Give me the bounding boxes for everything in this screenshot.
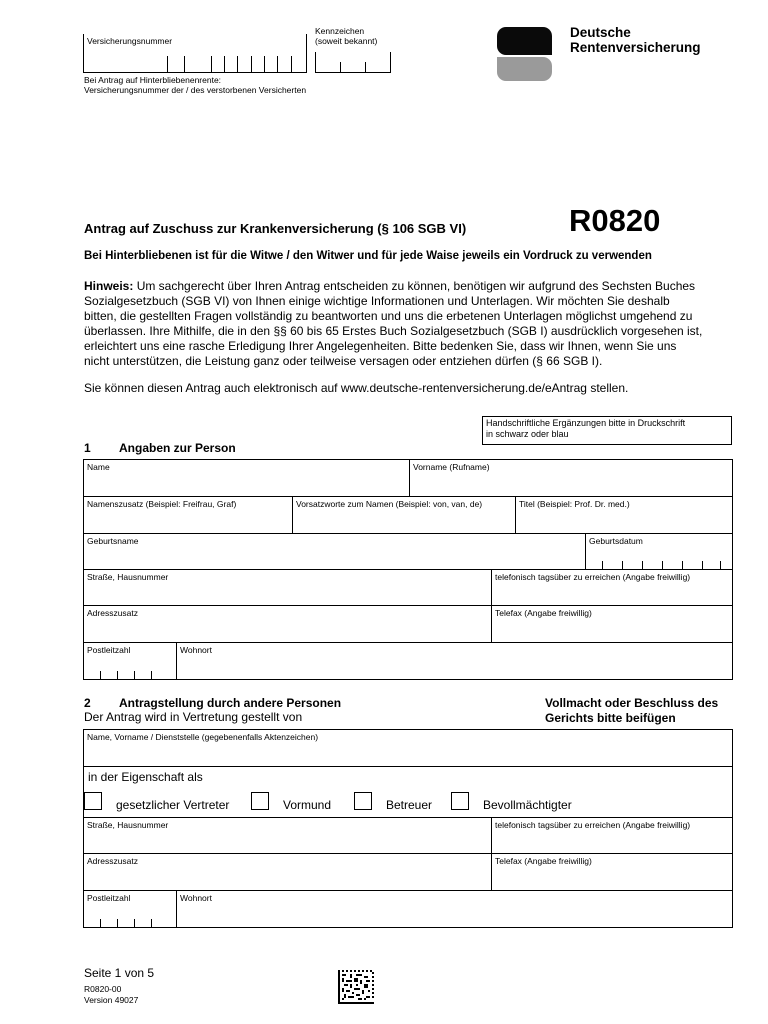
hinterbliebene-note-line1: Bei Antrag auf Hinterbliebenenrente: [84,75,222,85]
adresszusatz-field[interactable] [83,605,492,643]
note-box-line2: in schwarz oder blau [486,429,569,439]
vertreter-postleitzahl-field[interactable] [83,890,177,928]
telefax-field[interactable] [491,605,733,643]
telefax-label: Telefax (Angabe freiwillig) [495,608,592,618]
bevollmaechtigter-checkbox[interactable] [451,792,469,810]
vertreter-telefon-label: telefonisch tagsüber zu erreichen (Angabe freiwillig) [495,820,691,830]
vorname-field[interactable] [409,459,733,497]
logo-mark-top [497,27,552,55]
form-code: R0820 [569,203,661,238]
titel-label: Titel (Beispiel: Prof. Dr. med.) [519,499,630,509]
name-label: Name [87,462,110,472]
eigenschaft-group [83,766,733,818]
vertreter-strasse-label: Straße, Hausnummer [87,820,169,830]
hinweis-line4: überlassen. Ihre Mithilfe, die in den §§ 60 bis 65 Erstes Buch Sozialgesetzbuch (SGB I) ausdrücklich vorgesehen ist, [84,324,703,338]
betreuer-label: Betreuer [386,798,433,812]
vertreter-telefax-field[interactable] [491,853,733,891]
section2-note-line2: Gerichts bitte beifügen [545,711,676,725]
telefon-label: telefonisch tagsüber zu erreichen (Angabe freiwillig) [495,572,691,582]
vertreter-telefax-label: Telefax (Angabe freiwillig) [495,856,592,866]
hinterbliebene-note [84,75,306,95]
hinweis-label: Hinweis: [84,279,134,293]
drv-logo [497,27,712,83]
namenszusatz-label: Namenszusatz (Beispiel: Freifrau, Graf) [87,499,237,509]
telefon-field[interactable] [491,569,733,606]
vertreter-name-field[interactable] [83,729,733,767]
form-id: R0820-00 [84,984,122,994]
vertreter-wohnort-label: Wohnort [180,893,212,903]
kennzeichen-label [315,26,377,46]
logo-text-line1: Deutsche [570,25,631,40]
wohnort-label: Wohnort [180,645,212,655]
adresszusatz-label: Adresszusatz [87,608,139,618]
section2-title: Antragstellung durch andere Personen [119,696,342,710]
logo-text-line2: Rentenversicherung [570,40,701,55]
section2-note [545,696,718,726]
vertreter-postleitzahl-label: Postleitzahl [87,893,131,903]
section2-subtitle: Der Antrag wird in Vertretung gestellt von [84,710,303,724]
form-title: Antrag auf Zuschuss zur Krankenversicherung (§ 106 SGB VI) [84,221,467,236]
vertreter-telefon-field[interactable] [491,817,733,854]
section2-number: 2 [84,696,91,710]
geburtsdatum-field[interactable] [585,533,733,570]
vormund-checkbox[interactable] [251,792,269,810]
section1-number: 1 [84,441,91,455]
hinweis-line5: erleichtert uns eine rasche Erledigung Ihrer Angelegenheiten. Bitte bedenken Sie, dass wir Ihnen, wenn Sie uns [84,339,677,353]
form-version: Version 49027 [84,995,139,1005]
vormund-label: Vormund [283,798,332,812]
geburtsdatum-label: Geburtsdatum [589,536,643,546]
vertreter-adresszusatz-label: Adresszusatz [87,856,139,866]
section2-note-line1: Vollmacht oder Beschluss des [545,696,719,710]
bevollmaechtigter-label: Bevollmächtigter [483,798,572,812]
kennzeichen-label-line1: Kennzeichen [315,26,365,36]
page-number: Seite 1 von 5 [84,966,155,980]
eigenschaft-label: in der Eigenschaft als [88,770,203,784]
datamatrix-code [338,970,374,1004]
vorname-label: Vorname (Rufname) [413,462,490,472]
electronic-note: Sie können diesen Antrag auch elektronisch auf www.deutsche-rentenversicherung.de/eAntrag stellen. [84,381,629,395]
hinweis-line6: nicht unterstützen, die Leistung ganz oder teilweise versagen oder entziehen dürfen (§ 66 SGB I). [84,354,603,368]
postleitzahl-label: Postleitzahl [87,645,131,655]
postleitzahl-field[interactable] [83,642,177,680]
vertreter-strasse-field[interactable] [83,817,492,854]
geburtsname-label: Geburtsname [87,536,139,546]
namenszusatz-field[interactable] [83,496,293,534]
hinweis-paragraph [84,279,744,369]
versicherungsnummer-label: Versicherungsnummer [87,36,173,46]
kennzeichen-label-line2: (soweit bekannt) [315,36,378,46]
geburtsname-field[interactable] [83,533,586,570]
name-field[interactable] [83,459,410,497]
vorsatzworte-field[interactable] [292,496,516,534]
kennzeichen-field[interactable] [315,52,391,73]
hinterbliebene-note-line2: Versicherungsnummer der / des verstorbenen Versicherten [84,85,307,95]
logo-mark-bottom [497,57,552,81]
hinweis-line2: Sozialgesetzbuch (SGB VI) von Ihnen einige wichtige Informationen und Unterlagen. Wir möchten Sie deshalb [84,294,670,308]
vertreter-name-label: Name, Vorname / Dienststelle (gegebenenfalls Aktenzeichen) [87,732,319,742]
hinweis-line3: bitten, die gestellten Fragen vollständig zu beantworten und uns die erbetenen Unterlagen möglichst umgehend zu [84,309,693,323]
vertreter-adresszusatz-field[interactable] [83,853,492,891]
vorsatzworte-label: Vorsatzworte zum Namen (Beispiel: von, van, de) [296,499,483,509]
strasse-field[interactable] [83,569,492,606]
hinweis-line1: Um sachgerecht über Ihren Antrag entscheiden zu können, benötigen wir aufgrund des Sechsten Buches [136,279,696,293]
gesetzlicher-vertreter-checkbox[interactable] [84,792,102,810]
wohnort-field[interactable] [176,642,733,680]
vertreter-wohnort-field[interactable] [176,890,733,928]
strasse-label: Straße, Hausnummer [87,572,169,582]
betreuer-checkbox[interactable] [354,792,372,810]
form-subheading: Bei Hinterbliebenen ist für die Witwe / den Witwer und für jede Waise jeweils ein Vordruck zu verwenden [84,250,652,262]
note-box-line1: Handschriftliche Ergänzungen bitte in Druckschrift [486,418,686,428]
handwriting-note-box [482,416,732,445]
titel-field[interactable] [515,496,733,534]
gesetzlicher-vertreter-label: gesetzlicher Vertreter [116,798,230,812]
section1-title: Angaben zur Person [119,441,236,455]
